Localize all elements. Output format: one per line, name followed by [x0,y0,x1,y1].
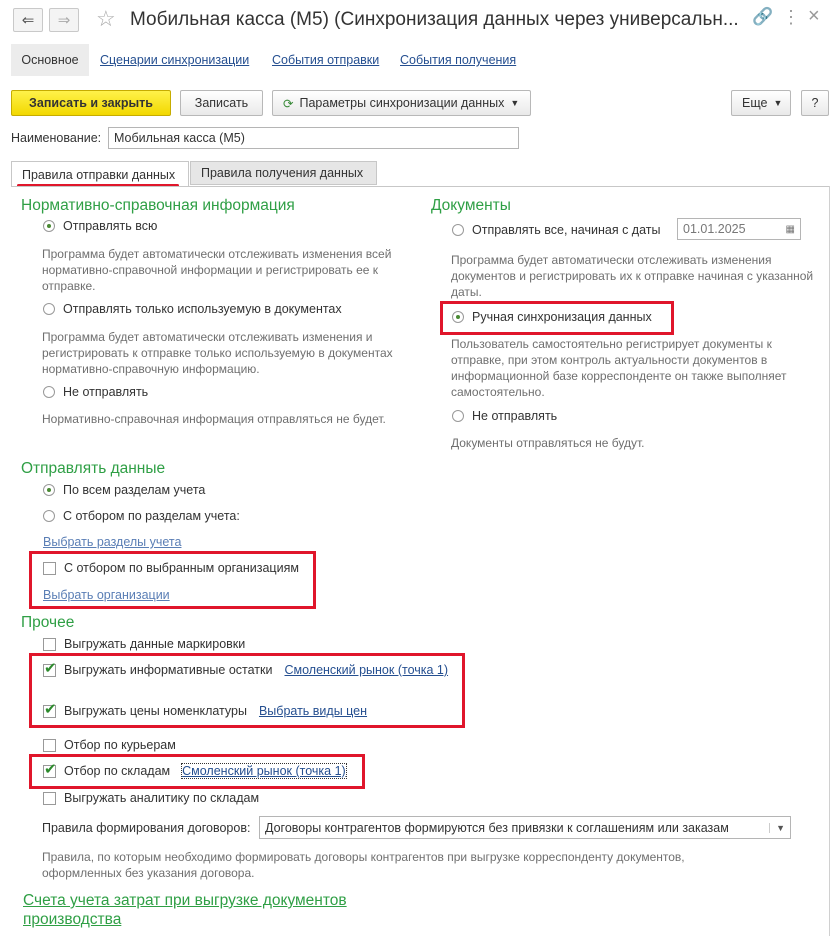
info-balances-checkbox-row[interactable] [43,663,448,677]
arrow-right-icon: ⇒ [57,12,71,29]
nsi-option-all[interactable] [43,219,157,233]
other-header: Прочее [21,614,75,631]
panel-right-border [829,186,830,936]
docs-option-manual-label: Ручная синхронизация данных [472,310,652,324]
docs-option-none[interactable] [452,409,557,423]
radio-button[interactable] [43,386,55,398]
radio-button[interactable] [43,484,55,496]
tab-send-events[interactable]: События отправки [272,53,380,67]
analytics-checkbox-row[interactable] [43,791,259,805]
radio-button[interactable] [43,220,55,232]
select-orgs-link[interactable]: Выбрать организации [43,588,170,602]
send-data-header: Отправлять данные [21,460,166,477]
star-icon[interactable]: ☆ [96,6,116,31]
marking-label: Выгружать данные маркировки [64,637,246,651]
dropdown-arrow-icon: ▼ [510,98,520,108]
forward-button[interactable] [49,8,79,32]
checkbox[interactable] [43,562,56,575]
send-all-sections-label: По всем разделам учета [63,483,206,497]
checkbox[interactable] [43,705,56,718]
couriers-checkbox-row[interactable] [43,738,176,752]
radio-button[interactable] [43,510,55,522]
checkbox[interactable] [43,739,56,752]
cost-accounts-link[interactable]: Счета учета затрат при выгрузке документов производства [23,892,347,928]
couriers-label: Отбор по курьерам [64,738,176,752]
marking-checkbox-row[interactable] [43,637,245,651]
tab-main[interactable] [11,44,89,76]
name-label: Наименование: [11,131,102,145]
tab-receive-rules[interactable] [190,161,377,185]
sync-icon: ⟳ [283,96,294,111]
tab-receive-rules-label: Правила получения данных [201,166,364,180]
nsi-option-all-desc: Программа будет автоматически отслеживать изменения всей нормативно-справочной информации и регистрировать ее к отправке. [42,247,392,293]
nsi-option-none[interactable] [43,385,148,399]
radio-button[interactable] [43,303,55,315]
send-filtered-sections[interactable] [43,509,240,523]
date-input[interactable] [677,218,801,240]
close-icon[interactable]: × [808,5,820,27]
contracts-select[interactable] [259,816,791,839]
radio-button[interactable] [452,410,464,422]
docs-option-from-date-label: Отправлять все, начиная с даты [472,223,661,237]
more-button[interactable] [731,90,791,116]
docs-header: Документы [431,197,511,214]
tab-sync-scenarios[interactable]: Сценарии синхронизации [100,53,250,67]
menu-icon[interactable]: ⋮ [782,7,800,27]
docs-option-from-date-desc: Программа будет автоматически отслеживать изменения документов и регистрировать их к отправке начиная с указанной даты. [451,253,814,299]
nsi-option-used-label: Отправлять только используемую в документах [63,302,342,316]
docs-option-none-label: Не отправлять [472,409,558,423]
tab-receive-events[interactable]: События получения [400,53,517,67]
warehouses-link[interactable]: Смоленский рынок (точка 1) [182,764,346,778]
docs-option-none-desc: Документы отправляться не будут. [451,436,645,450]
arrow-left-icon: ⇐ [21,12,35,29]
nsi-option-all-label: Отправлять всю [63,219,158,233]
info-balances-link[interactable]: Смоленский рынок (точка 1) [284,663,449,677]
org-filter-checkbox-row[interactable] [43,561,299,575]
select-sections-link[interactable]: Выбрать разделы учета [43,535,182,549]
docs-option-manual[interactable] [452,310,652,324]
prices-checkbox-row[interactable] [43,704,367,718]
checkbox[interactable] [43,638,56,651]
warehouses-checkbox-row[interactable] [43,764,346,778]
name-input[interactable]: Мобильная касса (М5) [108,127,519,149]
dropdown-arrow-icon[interactable]: ▼ [769,823,785,833]
checkbox[interactable] [43,765,56,778]
sync-params-label: Параметры синхронизации данных [299,96,505,110]
help-button[interactable]: ? [801,90,829,116]
analytics-label: Выгружать аналитику по складам [64,791,260,805]
nsi-option-none-desc: Нормативно-справочная информация отправляться не будет. [42,412,386,426]
org-filter-label: С отбором по выбранным организациям [64,561,299,575]
price-types-link[interactable]: Выбрать виды цен [258,704,368,718]
warehouses-label: Отбор по складам [64,764,171,778]
dropdown-arrow-icon: ▼ [773,98,783,108]
contracts-label: Правила формирования договоров: [42,821,251,835]
send-filtered-sections-label: С отбором по разделам учета: [63,509,240,523]
tab-panel-border [11,186,829,187]
nsi-option-none-label: Не отправлять [63,385,149,399]
more-label: Еще [742,96,768,110]
nsi-option-used-desc: Программа будет автоматически отслеживать изменения и регистрировать к отправке только используемую в документах нормативно-справочную информацию. [42,330,393,376]
calendar-icon[interactable]: ▦ [785,223,795,235]
radio-button[interactable] [452,224,464,236]
window-title: Мобильная касса (М5) (Синхронизация данных через универсальн... [130,9,739,30]
date-value: 01.01.2025 [683,222,746,236]
save-and-close-button[interactable]: Записать и закрыть [11,90,171,116]
radio-button[interactable] [452,311,464,323]
info-balances-label: Выгружать информативные остатки [64,663,273,677]
nsi-header: Нормативно-справочная информация [21,197,295,214]
checkbox[interactable] [43,664,56,677]
contracts-value: Договоры контрагентов формируются без привязки к соглашениям или заказам [265,820,729,835]
link-icon[interactable]: 🔗 [752,7,774,26]
contracts-desc: Правила, по которым необходимо формировать договоры контрагентов при выгрузке корреспонденту документов, оформленных без указания договора. [42,850,685,880]
docs-option-manual-desc: Пользователь самостоятельно регистрирует документы к отправке, при этом контроль актуальности документов в информационной базе корреспонденте он также выполняет самостоятельно. [451,337,787,399]
save-button[interactable]: Записать [180,90,263,116]
checkbox[interactable] [43,792,56,805]
nsi-option-used[interactable] [43,302,342,316]
prices-label: Выгружать цены номенклатуры [64,704,247,718]
docs-option-from-date[interactable] [452,223,660,237]
tab-main-label: Основное [21,53,79,67]
send-all-sections[interactable] [43,483,205,497]
sync-params-button[interactable] [272,90,531,116]
tab-send-rules-label: Правила отправки данных [22,167,176,182]
back-button[interactable] [13,8,43,32]
